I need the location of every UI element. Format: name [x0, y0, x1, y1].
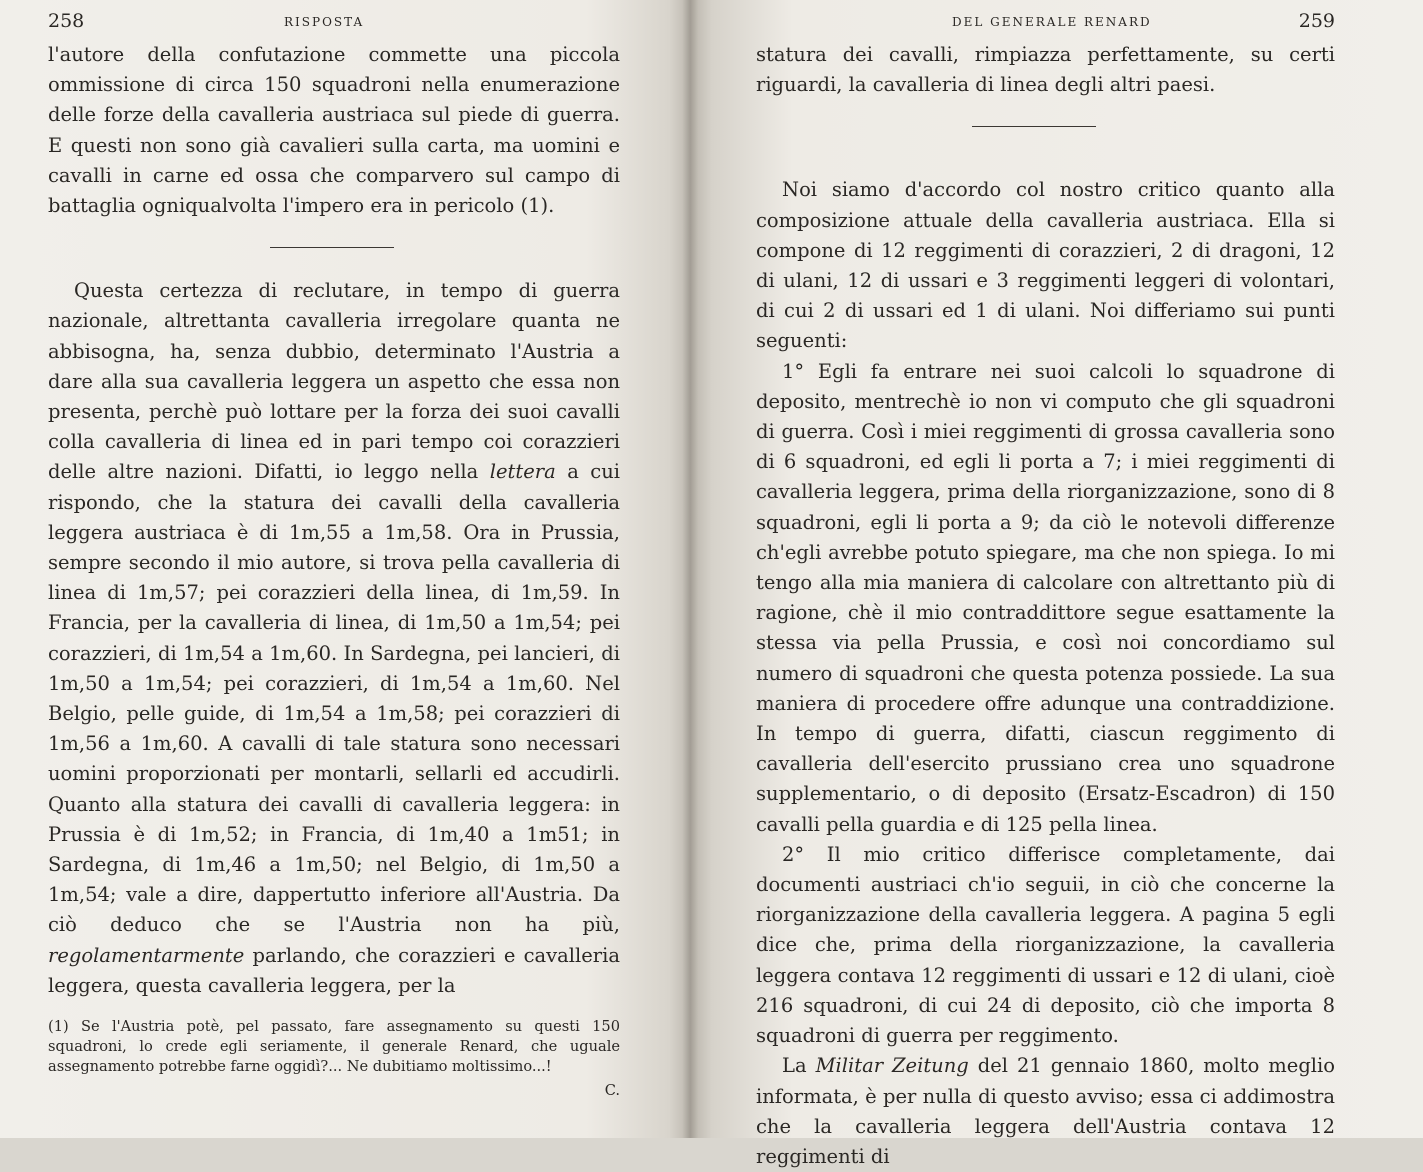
- footnote-signature: C.: [604, 1082, 620, 1100]
- footnote: [48, 1017, 620, 1101]
- spacer: [756, 155, 1335, 175]
- left-paragraph-2-italic-lettera: lettera: [489, 460, 556, 484]
- right-running-head: DEL GENERALE RENARD: [952, 15, 1152, 29]
- right-paragraph-3: 1° Egli fa entrare nei suoi calcoli lo squadrone di deposito, mentrechè io non vi computo che gli squadroni di guerra. Così i miei reggimenti di grossa cavalleria sono di 6 squadroni, ed egli li porta a 7; i miei reggimenti di cavalleria leggera, prima della riorganizzazione, sono di 8 squadroni, egli li porta a 9; da ciò le notevoli differenze ch'egli avrebbe potuto spiegare, ma che non spiega. Io mi tengo alla mia maniera di calcolare con altrettanto più di ragione, chè il mio contraddittore segue esattamente la stessa via pella Prussia, e così noi concordiamo sul numero di squadroni che questa potenza possiede. La sua maniera di procedere offre adunque una contraddizione. In tempo di guerra, difatti, ciascun reggimento di cavalleria dell'esercito prussiano crea uno squadrone supplementario, o di deposito (Ersatz-Escadron) di 150 cavalli pella guardia e di 125 pella linea.: [756, 359, 1335, 836]
- left-paragraph-2-italic-regolamentarmente: regolamentarmente: [48, 943, 245, 967]
- right-page-number: 259: [1298, 10, 1335, 32]
- section-divider-right: [972, 126, 1096, 127]
- left-page: [0, 0, 690, 1138]
- left-paragraph-2-part-b: a cui rispondo, che la statura dei cavalli della cavalleria leggera austriaca è di 1m,55 a 1m,58. Ora in Prussia, sempre secondo il mio autore, si trova pella cavalleria di linea di 1m,57; pei corazzieri della linea, di 1m,59. In Francia, per la cavalleria di linea, di 1m,50 a 1m,54; pei corazzieri, di 1m,54 a 1m,60. In Sardegna, pei lancieri, di 1m,50 a 1m,54; pei corazzieri, di 1m,54 a 1m,60. Nel Belgio, pelle guide, di 1m,54 a 1m,58; pei corazzieri di 1m,56 a 1m,60. A cavalli di tale statura sono necessari uomini proporzionati per montarli, sellarli ed accudirli. Quanto alla statura dei cavalli di cavalleria leggera: in Prussia è di 1m,52; in Francia, di 1m,40 a 1m51; in Sardegna, di 1m,46 a 1m,50; nel Belgio, di 1m,50 a 1m,54; vale a dire, dappertutto inferiore all'Austria. Da ciò deduco che se l'Austria non ha più,: [48, 460, 620, 937]
- right-paragraph-5-italic-militar-zeitung: Militar Zeitung: [815, 1054, 969, 1078]
- right-paragraph-5-part-b: del 21 gennaio 1860, molto meglio informata, è per nulla di questo avviso; essa ci addimostra che la cavalleria leggera dell'Austria contava 12 reggimenti di: [756, 1054, 1336, 1168]
- left-page-header: [48, 10, 620, 40]
- left-paragraph-2: [48, 276, 620, 1001]
- right-page-header: [756, 10, 1335, 40]
- right-paragraph-2: Noi siamo d'accordo col nostro critico quanto alla composizione attuale della cavalleria austriaca. Ella si compone di 12 reggimenti di corazzieri, 2 di dragoni, 12 di ulani, 12 di ussari e 3 reggimenti leggeri di volontari, di cui 2 di ussari ed 1 di ulani. Noi differiamo sui punti seguenti:: [756, 178, 1335, 353]
- left-paragraph-1: l'autore della confutazione commette una piccola ommissione di circa 150 squadroni nella enumerazione delle forze della cavalleria austriaca sul piede di guerra. E questi non sono già cavalieri sulla carta, ma uomini e cavalli in carne ed ossa che comparvero sul campo di battaglia ogniqualvolta l'impero era in pericolo (1).: [48, 43, 620, 218]
- right-paragraph-5: [756, 1051, 1335, 1172]
- left-paragraph-2-part-c: parlando, che corazzieri e cavalleria leggera, questa cavalleria leggera, per la: [48, 943, 620, 997]
- right-paragraph-4: 2° Il mio critico differisce completamente, dai documenti austriaci ch'io seguii, in ciò che concerne la riorganizzazione della cavalleria leggera. A pagina 5 egli dice che, prima della riorganizzazione, la cavalleria leggera contava 12 reggimenti di ussari e 12 di ulani, cioè 216 squadroni, di cui 24 di deposito, ciò che importa 8 squadroni di guerra per reggimento.: [756, 842, 1335, 1048]
- right-paragraph-5-part-a: La: [782, 1054, 807, 1078]
- section-divider-left: [270, 247, 394, 248]
- left-running-head: RISPOSTA: [284, 15, 365, 29]
- left-page-number: 258: [48, 10, 85, 32]
- footnote-text: (1) Se l'Austria potè, pel passato, fare assegnamento su questi 150 squadroni, lo crede egli seriamente, il generale Renard, che uguale assegnamento potrebbe farne oggidì?... Ne dubitiamo moltissimo...!: [48, 1018, 620, 1076]
- right-page: [690, 0, 1423, 1168]
- left-paragraph-2-part-a: Questa certezza di reclutare, in tempo di guerra nazionale, altrettanta cavalleria irregolare quanta ne abbisogna, ha, senza dubbio, determinato l'Austria a dare alla sua cavalleria leggera un aspetto che essa non presenta, perchè può lottare per la forza dei suoi cavalli colla cavalleria di linea ed in pari tempo coi corazzieri delle altre nazioni. Difatti, io leggo nella: [48, 279, 620, 484]
- right-paragraph-1: statura dei cavalli, rimpiazza perfettamente, su certi riguardi, la cavalleria di linea degli altri paesi.: [756, 43, 1335, 97]
- book-gutter-shadow: [682, 0, 698, 1138]
